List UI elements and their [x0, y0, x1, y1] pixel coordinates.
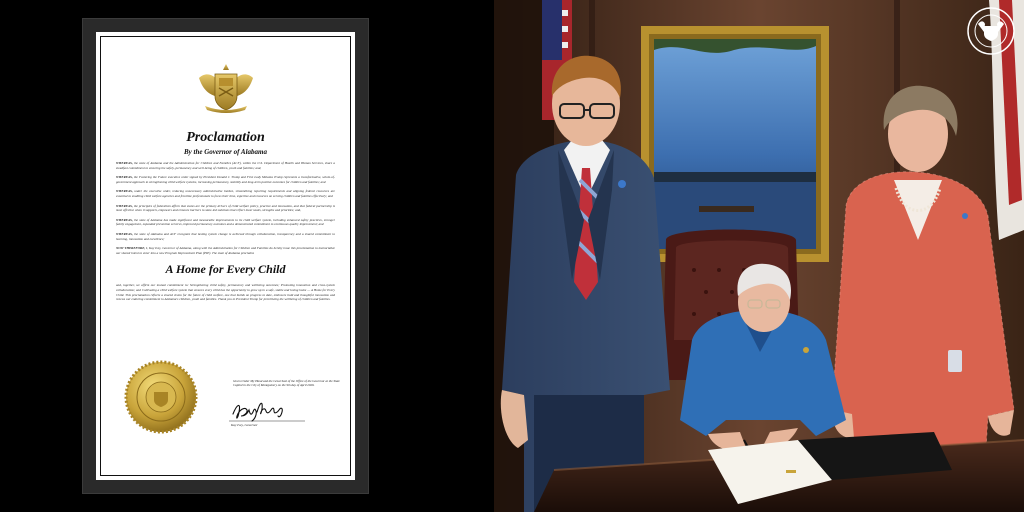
proclamation-paragraph: WHEREAS, under the executive order, reducing unnecessary administrative burden, streamlining reporting requirements and aligning federal resources are essential to enabling child welfare agencies and frontline professionals to focus their time, expertise and resources on serving children and families effectively; and	[116, 189, 335, 198]
svg-text:Kay Ivey, Governor: Kay Ivey, Governor	[231, 423, 258, 427]
signing-photo	[494, 0, 1024, 512]
proclamation-subtitle: By the Governor of Alabama	[184, 148, 267, 156]
given-under-hand: Given Under My Hand and the Great Seal of the Office of the Governor at the State Capitol in the City of Montgomery on the 9th day of April 2026.	[233, 378, 340, 388]
photo-scene	[494, 0, 1024, 512]
alabama-crest-icon	[195, 62, 257, 116]
proclamation-closing: and, together, we affirm our mutual commitment to: Strengthening child safety, permanency and wellbeing outcomes; Promoting innovation and cross-system collaboration; and Cultivating a child welfare system that ensures every child has the opportunity to grow up in a safe, stable and loving home — A Home for Every Child. This proclamation reflects a shared vision for the future of child welfare, one that builds on progress to date, embraces bold and thoughtful innovation and renews our enduring commitment to Alabama's children, youth and families. Thank you to President Trump for prioritizing the wellbeing of children and families.	[116, 283, 335, 302]
proclamation-paragraph: WHEREAS, the Fostering the Future executive order signed by President Donald J. Trump and First Lady Melania Trump represents a transformative, whole-of-government approach to strengthening child welfare systems, increasing permanency, stability and long-term positive outcomes for children and families; and	[116, 175, 335, 184]
proclamation-paragraph: NOW THEREFORE, I, Kay Ivey, Governor of Alabama, along with the Administration for Children and Families do hereby issue this proclamation to memorialize our shared intent to enter into a new Program Improvement Plan (PIP). The state of Alabama proclaims	[116, 246, 335, 255]
lake-painting	[641, 26, 829, 262]
proclamation-paragraph: WHEREAS, the state of Alabama and ACF recognize that lasting system change is achieved through collaboration, transparency and a shared commitment to learning, innovation and excellence;	[116, 231, 335, 241]
proclamation-frame	[82, 18, 369, 494]
proclamation-paragraph: WHEREAS, the principles of federalism affirm that states are the primary drivers of child welfare policy, practice and innovation, and that federal partnership is most effective when it supports, empowers and removes barriers to state-led solutions that reflect local needs, strengths and priorities; and,	[116, 203, 335, 213]
gold-seal-icon	[124, 360, 198, 434]
proclamation-title: Proclamation	[186, 130, 265, 145]
proclamation-headline: A Home for Every Child	[165, 262, 286, 277]
proclamation-mat	[96, 32, 355, 480]
state-seal-icon	[966, 6, 1016, 56]
proclamation-paragraph: WHEREAS, the state of Alabama and the Administration for Children and Families (ACF), within the U.S. Department of Health and Human Services, share a steadfast commitment to ensuring the safety, permanency and well-being of children, youth and families; and,	[116, 161, 335, 170]
proclamation-paragraph: WHEREAS, the state of Alabama has made significant and measurable improvements to its child welfare system, including enhanced safety practices, stronger family engagement, expanded prevention services, improved permanency outcomes and a demonstrated commitment to continuous quality improvement; and	[116, 217, 335, 227]
governor-signature	[227, 394, 307, 428]
